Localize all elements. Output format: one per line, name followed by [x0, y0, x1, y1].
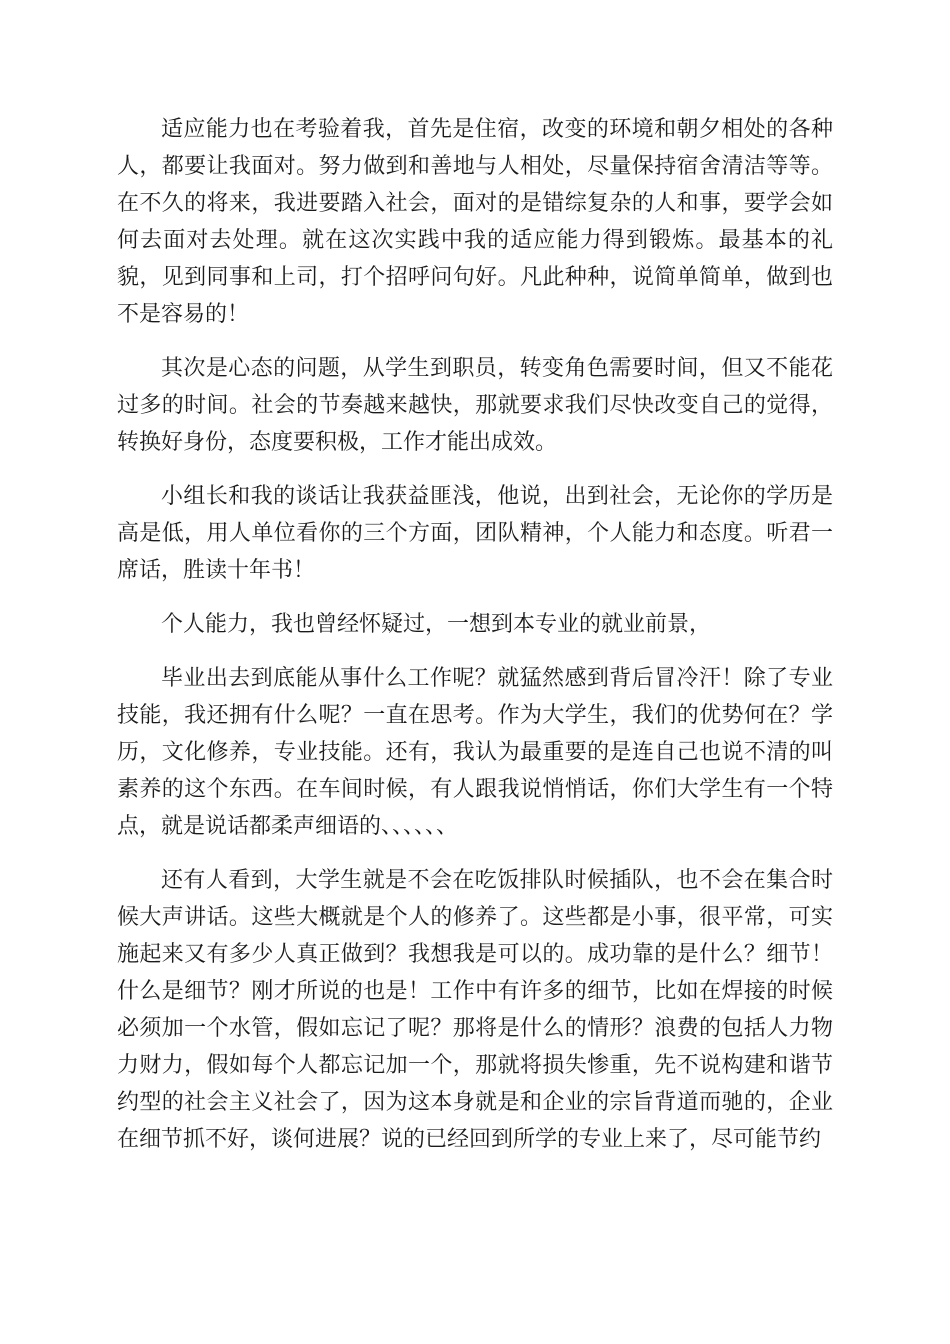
paragraph-mindset: 其次是心态的问题，从学生到职员，转变角色需要时间，但又不能花过多的时间。社会的节奏越来越快，那就要求我们尽快改变自己的觉得，转换好身份，态度要积极，工作才能出成效。 — [117, 356, 833, 455]
paragraph-team-leader-talk: 小组长和我的谈话让我获益匪浅，他说，出到社会，无论你的学历是高是低，用人单位看你的三个方面，团队精神，个人能力和态度。听君一席话，胜读十年书！ — [117, 484, 833, 583]
paragraph-details: 还有人看到，大学生就是不会在吃饭排队时候插队，也不会在集合时候大声讲话。这些大概就是个人的修养了。这些都是小事，很平常，可实施起来又有多少人真正做到？我想我是可以的。成功靠的是什么？细节！什么是细节？刚才所说的也是！工作中有许多的细节，比如在焊接的时候必须加一个水管，假如忘记了呢？那将是什么的情形？浪费的包括人力物力财力，假如每个人都忘记加一个，那就将损失惨重，先不说构建和谐节约型的社会主义社会了，因为这本身就是和企业的宗旨背道而驰的，企业在细节抓不好，谈何进展？说的已经回到所学的专业上来了，尽可能节约 — [117, 868, 833, 1152]
paragraph-after-graduation: 毕业出去到底能从事什么工作呢？就猛然感到背后冒冷汗！除了专业技能，我还拥有什么呢？一直在思考。作为大学生，我们的优势何在？学历，文化修养，专业技能。还有，我认为最重要的是连自己也说不清的叫素养的这个东西。在车间时候，有人跟我说悄悄话，你们大学生有一个特点，就是说话都柔声细语的、、、、、、 — [117, 666, 833, 839]
paragraph-personal-ability: 个人能力，我也曾经怀疑过，一想到本专业的就业前景， — [161, 612, 712, 637]
document-body — [117, 111, 833, 1158]
paragraph-adaptability: 适应能力也在考验着我，首先是住宿，改变的环境和朝夕相处的各种人，都要让我面对。努力做到和善地与人相处，尽量保持宿舍清洁等等。在不久的将来，我进要踏入社会，面对的是错综复杂的人和事，要学会如何去面对去处理。就在这次实践中我的适应能力得到锻炼。最基本的礼貌，见到同事和上司，打个招呼问句好。凡此种种，说简单简单，做到也不是容易的！ — [117, 117, 833, 327]
